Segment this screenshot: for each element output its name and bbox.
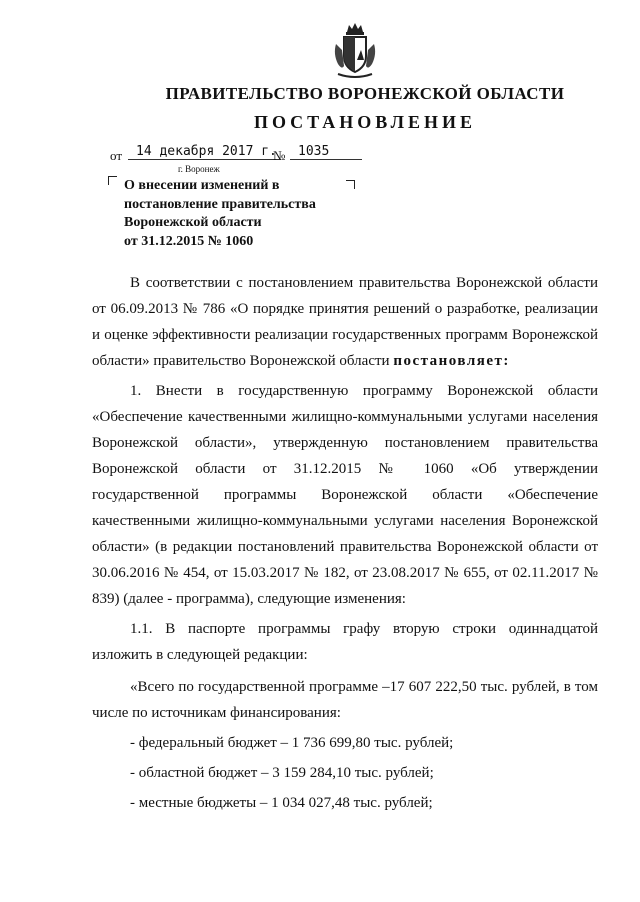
funding-federal: - федеральный бюджет – 1 736 699,80 тыс. рублей; [130,735,454,751]
resolves-word: постановляет: [393,353,510,369]
funding-regional: - областной бюджет – 3 159 284,10 тыс. рублей; [130,765,434,781]
government-title: ПРАВИТЕЛЬСТВО ВОРОНЕЖСКОЙ ОБЛАСТИ [165,84,565,103]
subject-line-1: О внесении изменений в [124,178,280,193]
number-label: № [273,148,286,163]
preamble-paragraph [92,270,598,374]
subject-line-2: постановление правительства [124,196,316,212]
document-type-title: ПОСТАНОВЛЕНИЕ [253,112,477,132]
total-funding-paragraph: «Всего по государственной программе –17 607 222,50 тыс. рублей, в том числе по источникам финансирования: [92,679,598,721]
coat-of-arms-icon [330,20,380,80]
decree-number: 1035 [290,144,362,160]
subject-line-3: Воронежской области [124,215,262,230]
city-label: г. Воронеж [178,164,220,174]
clause-1-1-paragraph: 1.1. В паспорте программы графу вторую строки одиннадцатой изложить в следующей редакции: [92,621,598,663]
preamble-text: В соответствии с постановлением правительства Воронежской области от 06.09.2013 № 786 «О порядке принятия решений о разработке, реализации и оценке эффективности реализации государственных программ Воронежской области» правительство Воронежской области [92,275,598,369]
from-label: от [110,148,123,163]
clause-1-paragraph: 1. Внести в государственную программу Воронежской области «Обеспечение качественными жилищно-коммунальными услугами населения Воронежской области», утвержденную постановлением правительства Воронежской области от 31.12.2015 № 1060 «Об утверждении государственной программы Воронежской области «Обеспечение качественными жилищно-коммунальными услугами населения Воронежской области» (в редакции постановлений правительства Воронежской области от 30.06.2016 № 454, от 15.03.2017 № 182, от 23.08.2017 № 655, от 02.11.2017 № 839) (далее - программа), следующие изменения: [92,383,598,607]
subject-corner-left [108,176,117,185]
funding-local: - местные бюджеты – 1 034 027,48 тыс. рублей; [130,795,433,811]
decree-body [92,270,598,816]
subject-line-4: от 31.12.2015 № 1060 [124,233,254,249]
decree-subject [124,177,354,251]
decree-date: 14 декабря 2017 г. [128,144,281,160]
